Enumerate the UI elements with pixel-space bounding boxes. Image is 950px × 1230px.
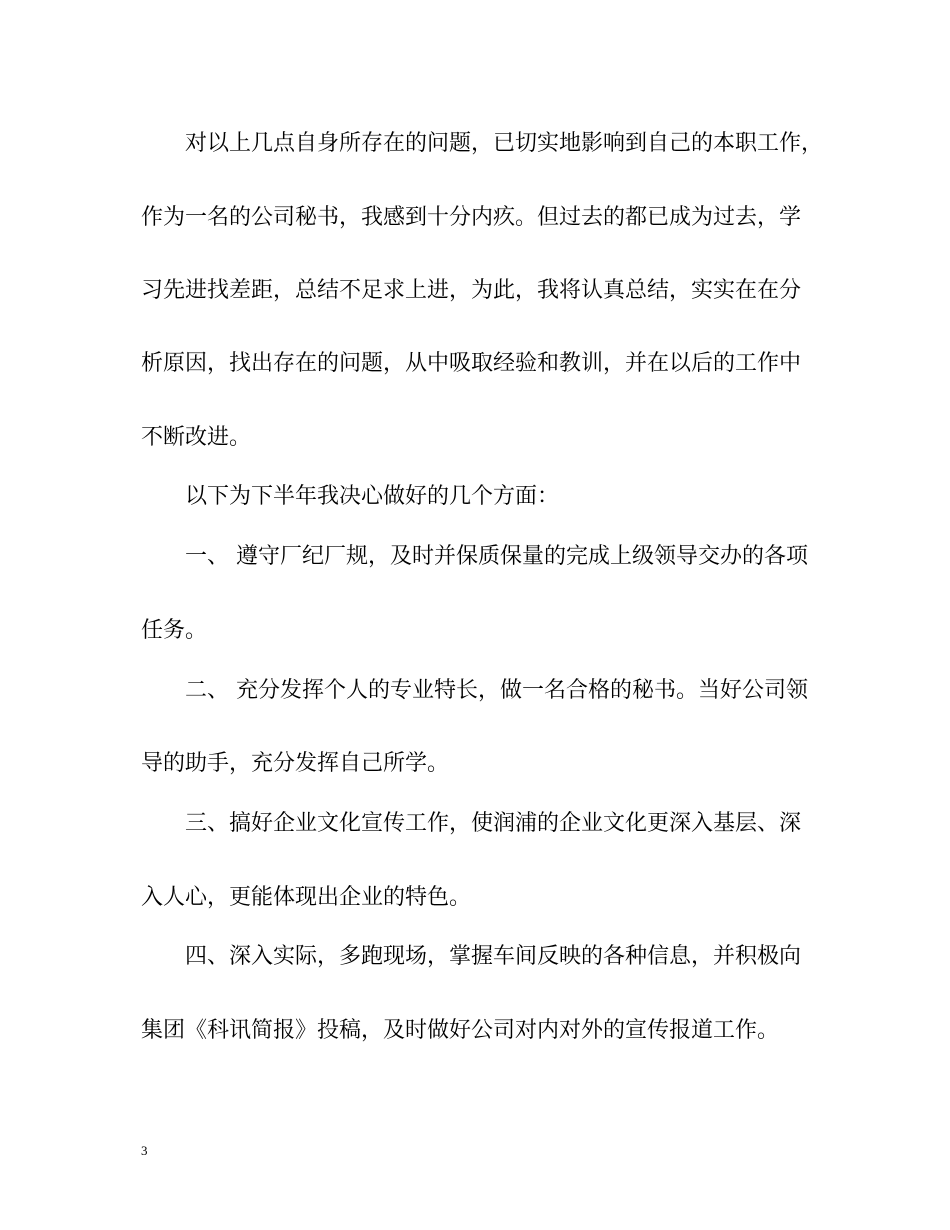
text-line: 三、搞好企业文化宣传工作，使润浦的企业文化更深入基层、深 bbox=[185, 811, 802, 836]
text-line: 习先进找差距，总结不足求上进，为此，我将认真总结，实实在在分 bbox=[141, 278, 802, 303]
text-line: 入人心，更能体现出企业的特色。 bbox=[141, 885, 472, 910]
text-line: 四、深入实际，多跑现场，掌握车间反映的各种信息，并积极向 bbox=[185, 944, 802, 969]
text-line: 对以上几点自身所存在的问题，已切实地影响到自己的本职工作， bbox=[185, 131, 824, 156]
text-line: 作为一名的公司秘书，我感到十分内疚。但过去的都已成为过去，学 bbox=[141, 205, 802, 230]
text-line: 以下为下半年我决心做好的几个方面： bbox=[185, 484, 560, 509]
text-line: 析原因，找出存在的问题，从中吸取经验和教训，并在以后的工作中 bbox=[141, 351, 802, 376]
text-line: 一、 遵守厂纪厂规，及时并保质保量的完成上级领导交办的各项 bbox=[185, 544, 808, 569]
text-line: 导的助手，充分发挥自己所学。 bbox=[141, 751, 450, 776]
text-line: 集团《科讯简报》投稿，及时做好公司对内对外的宣传报道工作。 bbox=[141, 1018, 780, 1043]
text-line: 不断改进。 bbox=[141, 425, 252, 450]
text-line: 二、 充分发挥个人的专业特长，做一名合格的秘书。当好公司领 bbox=[185, 678, 808, 703]
page-number: 3 bbox=[141, 1143, 148, 1158]
text-line: 任务。 bbox=[141, 618, 208, 643]
